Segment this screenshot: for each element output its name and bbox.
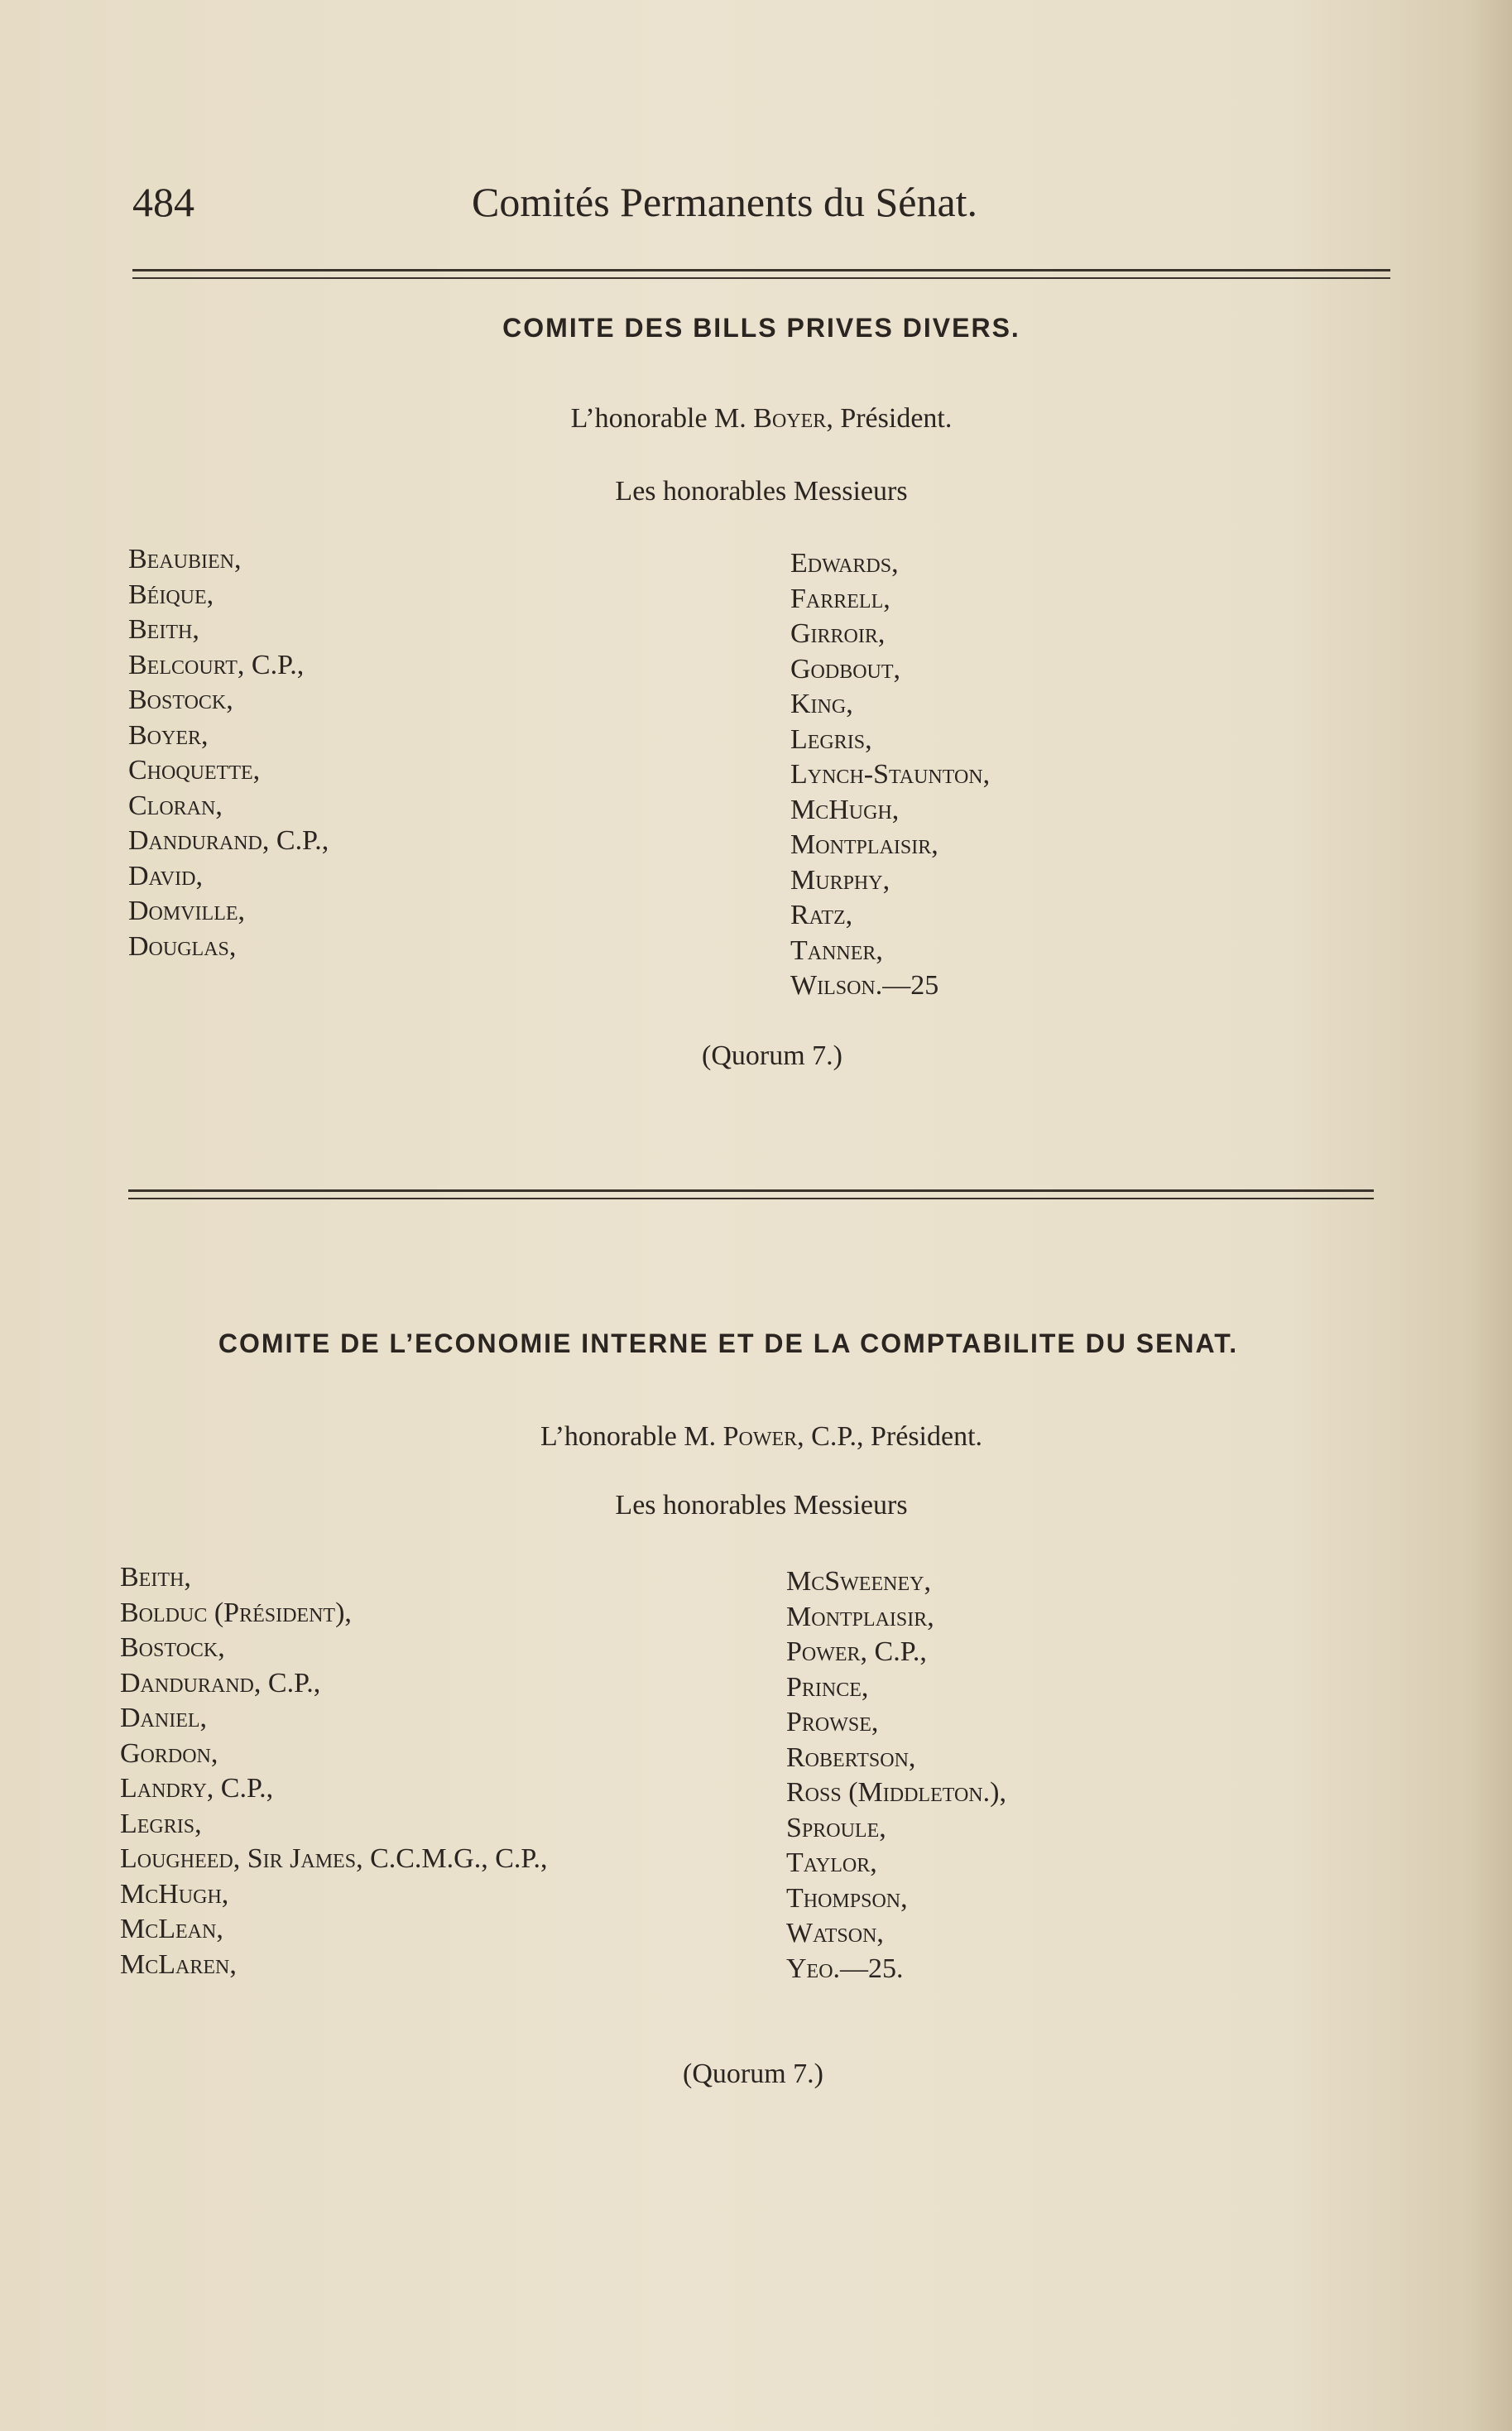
member-name: Godbout, — [790, 653, 901, 685]
member-name: Choquette, — [128, 755, 261, 786]
member-name: Bolduc (Président), — [120, 1597, 352, 1628]
page-header — [132, 178, 1407, 236]
member-name: Legris, — [120, 1808, 202, 1839]
chair-name: Boyer — [753, 403, 827, 434]
member-name: Yeo.—25. — [786, 1953, 904, 1984]
member-name: Boyer, — [128, 719, 209, 751]
member-name: Legris, — [790, 723, 872, 755]
committee-1-quorum: (Quorum 7.) — [702, 1040, 842, 1071]
member-name: Landry, C.P., — [120, 1773, 274, 1804]
member-name: Taylor, — [786, 1847, 877, 1878]
member-name: Thompson, — [786, 1882, 908, 1914]
member-name: Belcourt, C.P., — [128, 649, 305, 680]
committee-2-quorum: (Quorum 7.) — [683, 2059, 823, 2089]
committee-1-title: COMITE DES BILLS PRIVES DIVERS. — [502, 313, 1020, 343]
member-name: Daniel, — [120, 1703, 208, 1733]
member-name: Murphy, — [790, 864, 890, 896]
member-name: Prince, — [786, 1671, 869, 1703]
member-name: Ross (Middleton.), — [786, 1777, 1006, 1808]
chair-prefix: L’honorable M. — [570, 403, 746, 434]
committee-1-chair — [132, 403, 1390, 435]
member-name: Dandurand, C.P., — [120, 1667, 321, 1698]
committee-2-title: COMITE DE L’ECONOMIE INTERNE ET DE LA COMPTABILITE DU SENAT. — [218, 1328, 1239, 1358]
chair-suffix: , Président. — [826, 403, 953, 434]
member-name: Béique, — [128, 579, 214, 610]
member-name: Power, C.P., — [786, 1636, 927, 1667]
member-name: David, — [128, 860, 203, 891]
committee-2-right-members — [786, 1564, 1006, 1987]
member-name: Bostock, — [128, 685, 233, 715]
member-name: Ratz, — [790, 900, 853, 930]
member-name: McLean, — [120, 1914, 223, 1944]
member-name: Montplaisir, — [790, 829, 938, 860]
section-divider — [128, 1189, 1374, 1199]
member-name: Beith, — [120, 1562, 191, 1593]
chair-name: Power — [722, 1421, 798, 1452]
chair-prefix: L’honorable M. — [540, 1421, 717, 1452]
member-name: McLaren, — [120, 1948, 237, 1980]
member-name: Cloran, — [128, 790, 223, 821]
member-name: Domville, — [128, 896, 246, 926]
member-name: Douglas, — [128, 930, 237, 962]
chair-suffix: , C.P., Président. — [797, 1421, 983, 1452]
committee-2-members-heading: Les honorables Messieurs — [615, 1490, 908, 1521]
page-number: 484 — [132, 179, 194, 225]
member-name: Gordon, — [120, 1737, 218, 1769]
member-name: Montplaisir, — [786, 1601, 934, 1632]
member-name: McSweeney, — [786, 1566, 931, 1597]
committee-2-chair — [132, 1421, 1390, 1453]
running-title: Comités Permanents du Sénat. — [472, 179, 978, 225]
member-name: Robertson, — [786, 1742, 916, 1773]
committee-1-left-members — [128, 542, 329, 964]
member-name: Watson, — [786, 1918, 884, 1948]
committee-1-members-heading: Les honorables Messieurs — [615, 476, 908, 507]
committee-2-left-members — [120, 1560, 548, 1982]
member-name: Dandurand, C.P., — [128, 825, 329, 856]
committee-1-right-members — [790, 546, 990, 1004]
member-name: McHugh, — [120, 1878, 229, 1910]
member-name: Edwards, — [790, 548, 899, 579]
member-name: Lougheed, Sir James, C.C.M.G., C.P., — [120, 1843, 548, 1874]
member-name: King, — [790, 689, 853, 719]
member-name: Beith, — [128, 614, 199, 645]
member-name: Farrell, — [790, 583, 890, 614]
header-rule — [132, 269, 1390, 279]
member-name: Tanner, — [790, 934, 883, 966]
member-name: Wilson.—25 — [790, 970, 939, 1001]
member-name: Girroir, — [790, 618, 886, 649]
member-name: Beaubien, — [128, 544, 242, 574]
member-name: Bostock, — [120, 1632, 225, 1663]
member-name: Sproule, — [786, 1812, 886, 1843]
member-name: Lynch-Staunton, — [790, 759, 991, 790]
member-name: McHugh, — [790, 794, 900, 825]
member-name: Prowse, — [786, 1707, 879, 1737]
